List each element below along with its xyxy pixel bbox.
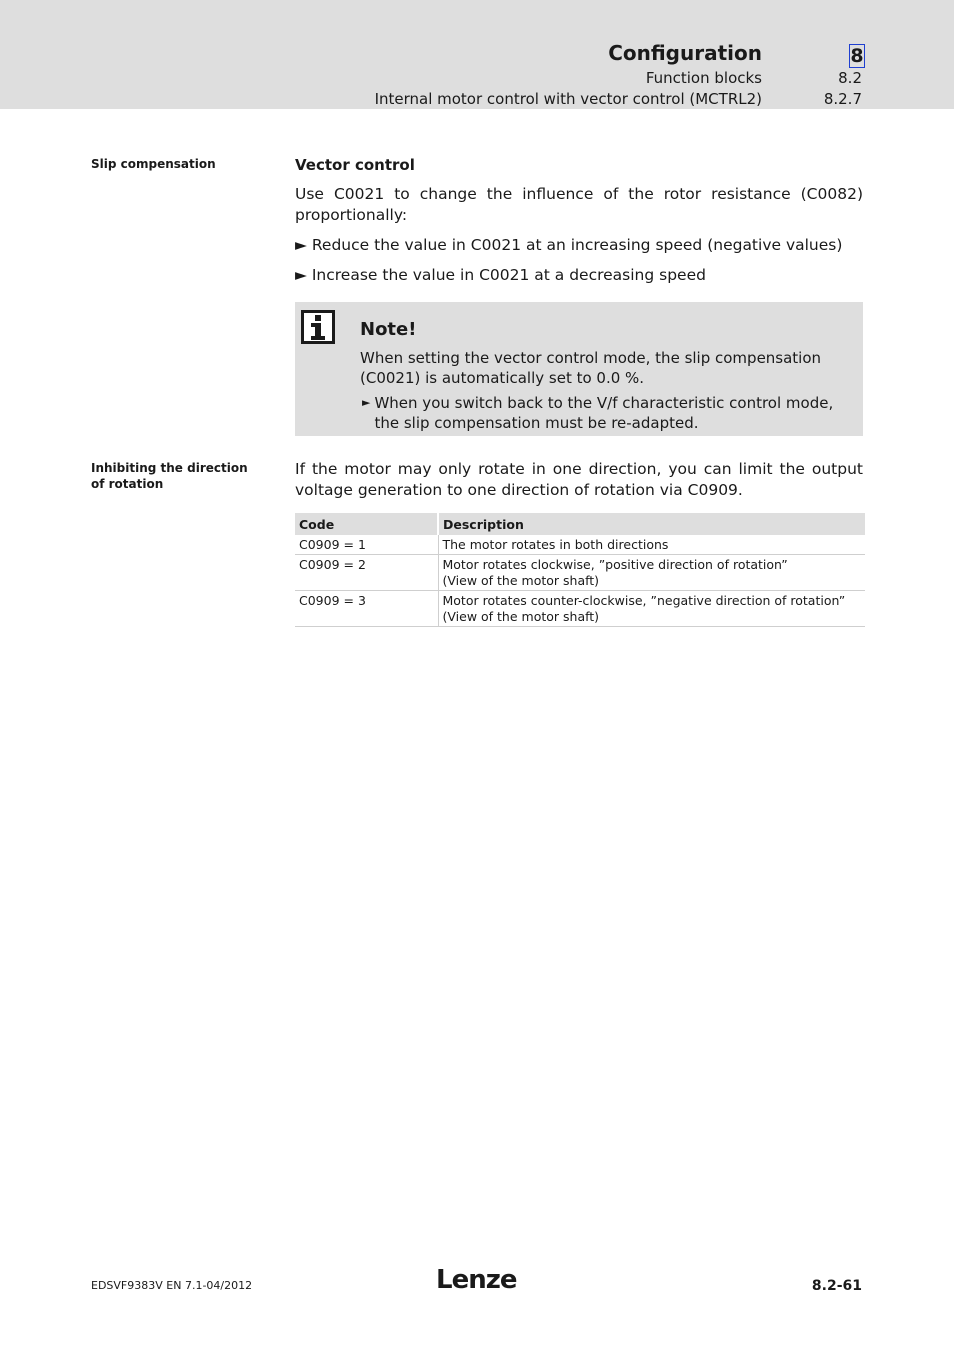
footer-doc-id: EDSVF9383V EN 7.1-04/2012 (91, 1279, 253, 1292)
slip-bullet-1 (295, 235, 863, 256)
cell-code: C0909 = 1 (295, 535, 438, 555)
cell-code: C0909 = 3 (295, 591, 438, 627)
bullet-text: Reduce the value in C0021 at an increasing speed (negative values) (311, 236, 843, 254)
side-label-slip: Slip compensation (91, 157, 216, 171)
section-title: Function blocks (645, 69, 762, 87)
description-line: (View of the motor shaft) (442, 573, 600, 588)
chapter-title: Configuration (608, 41, 762, 65)
description-line: Motor rotates clockwise, ”positive direction of rotation” (442, 557, 788, 572)
subsection-title: Internal motor control with vector control (MCTRL2) (374, 90, 762, 108)
cell-description (438, 555, 865, 591)
info-icon (301, 310, 335, 344)
column-header-description: Description (438, 513, 865, 535)
column-header-code: Code (295, 513, 438, 535)
table-row (295, 535, 865, 555)
page-number: 8.2-61 (811, 1278, 862, 1294)
bullet-marker: ► (362, 396, 371, 409)
cell-description (438, 535, 865, 555)
code-table (295, 513, 865, 627)
description-line: The motor rotates in both directions (442, 537, 669, 552)
description-line: (View of the motor shaft) (442, 609, 600, 624)
table-row (295, 555, 865, 591)
heading-vector-control: Vector control (295, 156, 415, 174)
note-bullet-text: When you switch back to the V/f characteristic control mode, the slip compensation must be re-adapted. (374, 394, 834, 432)
section-number: 8.2 (838, 69, 862, 87)
table-header-row (295, 513, 865, 535)
lenze-logo: Lenze (436, 1265, 517, 1295)
note-bullet (362, 393, 857, 433)
bullet-marker: ► (295, 236, 307, 254)
subsection-number: 8.2.7 (823, 90, 862, 108)
slip-bullet-2 (295, 265, 863, 286)
slip-paragraph: Use C0021 to change the influence of the rotor resistance (C0082) proportionally: (295, 185, 863, 224)
cell-code: C0909 = 2 (295, 555, 438, 591)
chapter-number: 8 (850, 45, 864, 67)
side-label-direction: Inhibiting the direction of rotation (91, 461, 248, 491)
bullet-text: Increase the value in C0021 at a decreasing speed (311, 266, 706, 284)
cell-description (438, 591, 865, 627)
table-row (295, 591, 865, 627)
direction-paragraph: If the motor may only rotate in one direction, you can limit the output voltage generation to one direction of rotation via C0909. (295, 460, 863, 499)
note-box (295, 302, 863, 436)
bullet-marker: ► (295, 266, 307, 284)
description-line: Motor rotates counter-clockwise, ”negative direction of rotation” (442, 593, 846, 608)
note-text: When setting the vector control mode, the slip compensation (C0021) is automatically set to 0.0 %. (360, 349, 822, 387)
note-title: Note! (360, 319, 417, 340)
